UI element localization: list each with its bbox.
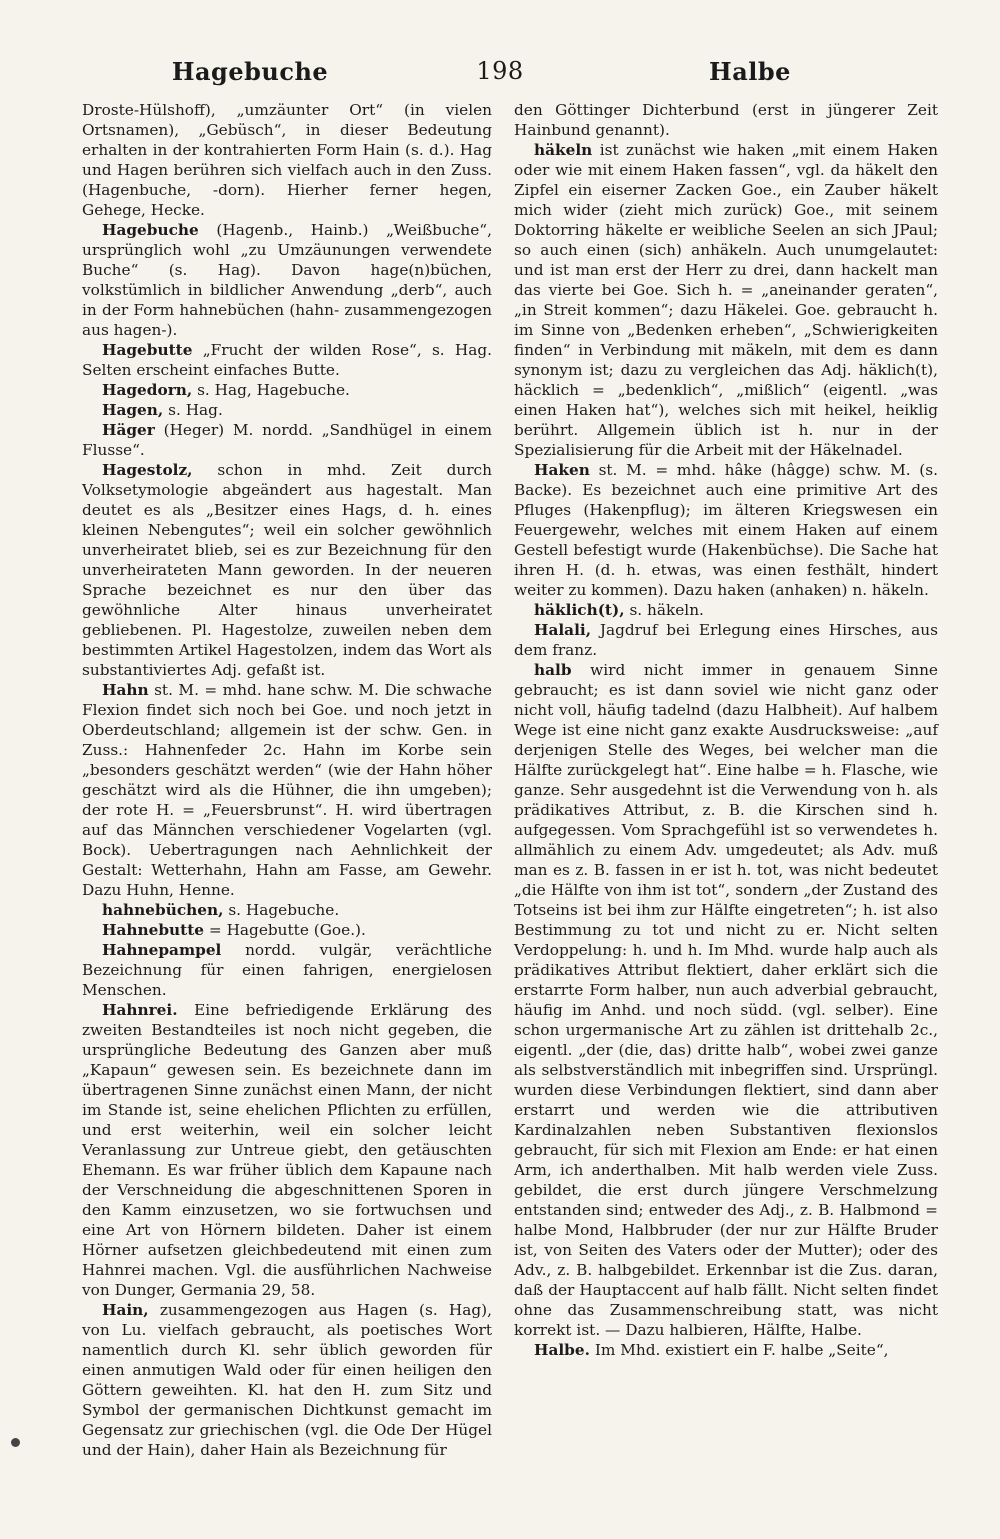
entry-text: Jagdruf bei Erlegung eines Hirsches, aus dem franz. (514, 621, 938, 659)
entry-text: = Hagebutte (Goe.). (208, 921, 366, 939)
entry-text: nordd. vulgär, verächtliche Bezeichnung für einen fahrigen, energielosen Menschen. (82, 941, 492, 999)
entry-text: schon in mhd. Zeit durch Volksetymologie abgeändert aus hagestalt. Man deutet es als „Besitzer eines Hags, d. h. eines kleinen Nebengutes“; weil ein solcher gewöhnlich unverheiratet blieb, sei es zur Bezeichnung für den unverheirateten Mann geworden. In der neueren Sprache bezeichnet es nur den über das gewöhnliche Alter hinaus unverheiratet gebliebenen. Pl. Hagestolze, zuweilen neben dem bestimmten Artikel Hagestolzen, indem das Wort als substantiviertes Adj. gefaßt ist. (82, 461, 492, 679)
entry-headword: hahnebüchen, (102, 901, 224, 919)
entry-text: (Heger) M. nordd. „Sandhügel in einem Flusse“. (82, 421, 492, 459)
dictionary-entry (82, 1300, 492, 1460)
header-left-headword: Hagebuche (171, 57, 329, 86)
entry-text: (Hagenb., Hainb.) „Weißbuche“, ursprünglich wohl „zu Umzäunungen verwendete Buche“ (s. Hag). Davon hage(n)büchen, volkstümlich in bildlicher Anwendung „derb“, auch in der Form hahnebüchen (hahn- zusammengezogen aus hagen-). (82, 221, 492, 339)
dictionary-entry (514, 620, 938, 660)
dictionary-entry (514, 600, 938, 620)
entry-text: „Frucht der wilden Rose“, s. Hag. Selten erscheint einfaches Butte. (82, 341, 492, 379)
dictionary-entry (82, 460, 492, 680)
margin-ink-dot (11, 1438, 20, 1447)
dictionary-entry (82, 380, 492, 400)
entry-headword: Halbe. (534, 1341, 590, 1359)
dictionary-entry (514, 140, 938, 460)
entry-text: st. M. = mhd. hâke (hâgge) schw. M. (s. Backe). Es bezeichnet auch eine primitive Art des Pfluges (Hakenpflug); im älteren Kriegswesen ein Feuergewehr, welches mit einem Haken auf einem Gestell befestigt wurde (Hakenbüchse). Die Sache hat ihren H. (d. h. etwas, was einen festhält, hindert weiter zu kommen). Dazu haken (anhaken) n. häkeln. (514, 461, 938, 599)
entry-text: den Göttinger Dichterbund (erst in jüngerer Zeit Hainbund genannt). (514, 101, 938, 139)
entry-headword: Hagestolz, (102, 461, 193, 479)
dictionary-entry (82, 420, 492, 460)
dictionary-entry (82, 220, 492, 340)
dictionary-entry (82, 100, 492, 220)
entry-headword: halb (534, 661, 572, 679)
entry-text: zusammengezogen aus Hagen (s. Hag), von Lu. vielfach gebraucht, als poetisches Wort namentlich durch Kl. sehr üblich geworden für einen anmutigen Wald oder für einen heiligen den Göttern geweihten. Kl. hat den H. zum Sitz und Symbol der germanischen Dichtkunst gemacht im Gegensatz zur griechischen (vgl. die Ode Der Hügel und der Hain), daher Hain als Bezeichnung für (82, 1301, 492, 1459)
right-column (514, 100, 938, 1360)
entry-headword: häkeln (534, 141, 593, 159)
dictionary-entry (82, 400, 492, 420)
entry-headword: Hahn (102, 681, 149, 699)
dictionary-entry (82, 900, 492, 920)
entry-headword: Haken (534, 461, 590, 479)
page-number: 198 (476, 57, 524, 85)
entry-text: Droste-Hülshoff), „umzäunter Ort“ (in vielen Ortsnamen), „Gebüsch“, in dieser Bedeutung erhalten in der kontrahierten Form Hain (s. d.). Hag und Hagen berühren sich vielfach auch in den Zuss. (Hagenbuche, -dorn). Hierher ferner hegen, Gehege, Hecke. (82, 101, 492, 219)
running-header (0, 57, 1000, 93)
dictionary-entry (82, 340, 492, 380)
dictionary-entry (514, 1340, 938, 1360)
entry-text: s. Hag, Hagebuche. (197, 381, 350, 399)
entry-text: s. häkeln. (629, 601, 704, 619)
entry-text: st. M. = mhd. hane schw. M. Die schwache Flexion findet sich noch bei Goe. und noch jetzt in Oberdeutschland; allgemein ist der schw. Gen. in Zuss.: Hahnenfeder 2c. Hahn im Korbe sein „besonders geschätzt werden“ (wie der Hahn höher geschätzt wird als die Hühner, die ihn umgeben); der rote H. = „Feuersbrunst“. H. wird übertragen auf das Männchen verschiedener Vogelarten (vgl. Bock). Uebertragungen nach Aehnlichkeit der Gestalt: Wetterhahn, Hahn am Fasse, am Gewehr. Dazu Huhn, Henne. (82, 681, 492, 899)
entry-headword: Hagebutte (102, 341, 193, 359)
dictionary-entry (82, 940, 492, 1000)
entry-headword: Halali, (534, 621, 592, 639)
entry-headword: Hagedorn, (102, 381, 193, 399)
entry-text: wird nicht immer in genauem Sinne gebraucht; es ist dann soviel wie nicht ganz oder nicht voll, häufig tadelnd (dazu Halbheit). Auf halbem Wege ist eine nicht ganz exakte Ausdrucksweise: „auf derjenigen Stelle des Weges, bei welcher man die Hälfte zurückgelegt hat“. Eine halbe = h. Flasche, wie ganze. Sehr ausgedehnt ist die Verwendung von h. als prädikatives Attribut, z. B. die Kirschen sind h. aufgegessen. Vom Sprachgefühl ist so verwendetes h. allmählich zu einem Adv. umgedeutet; als Adv. muß man es z. B. fassen in er ist h. tot, was nicht bedeutet „die Hälfte von ihm ist tot“, sondern „der Zustand des Totseins ist bei ihm zur Hälfte eingetreten“; h. ist also Bestimmung zu tot und nicht zu er. Nicht selten Verdoppelung: h. und h. Im Mhd. wurde halp auch als prädikatives Attribut flektiert, daher erklärt sich die erstarrte Form halber, nun auch adverbial gebraucht, häufig im Anhd. und noch südd. (vgl. selber). Eine schon urgermanische Art zu zählen ist drittehalb 2c., eigentl. „der (die, das) dritte halb“, wobei zwei ganze als selbstverständlich mit inbegriffen sind. Ursprüngl. wurden diese Verbindungen flektiert, sind dann aber erstarrt und werden wie die attributiven Kardinalzahlen neben Substantiven flexionslos gebraucht, für sich mit Flexion am Ende: er hat einen Arm, ich anderthalben. Mit halb werden viele Zuss. gebildet, die erst durch jüngere Verschmelzung entstanden sind; entweder des Adj., z. B. Halbmond = halbe Mond, Halbbruder (der nur zur Hälfte Bruder ist, von Seiten des Vaters oder der Mutter); oder des Adv., z. B. halbgebildet. Erkennbar ist die Zus. daran, daß der Hauptaccent auf halb fällt. Nicht selten findet ohne das Zusammenschreibung statt, was nicht korrekt ist. — Dazu halbieren, Hälfte, Halbe. (514, 661, 938, 1339)
dictionary-entry (82, 920, 492, 940)
dictionary-entry (514, 460, 938, 600)
dictionary-entry (82, 1000, 492, 1300)
entry-headword: Hagebuche (102, 221, 199, 239)
entry-headword: Häger (102, 421, 155, 439)
entry-text: s. Hag. (168, 401, 223, 419)
entry-headword: Hahnepampel (102, 941, 222, 959)
dictionary-entry (82, 680, 492, 900)
entry-headword: Hahnebutte (102, 921, 205, 939)
entry-text: ist zunächst wie haken „mit einem Haken oder wie mit einem Haken fassen“, vgl. da häkelt den Zipfel ein eiserner Zacken Goe., ein Zauber häkelt mich wider (zieht mich zurück) Goe., mit seinem Doktorring häkelte er weibliche Seelen an sich JPaul; so auch einen (sich) anhäkeln. Auch unumgelautet: und ist man erst der Herr zu drei, dann hackelt man das vierte bei Goe. Sich h. = „aneinander geraten“, „in Streit kommen“; dazu Häkelei. Goe. gebraucht h. im Sinne von „Bedenken erheben“, „Schwierigkeiten finden“ in Verbindung mit mäkeln, mit dem es dann synonym ist; dazu zu vergleichen das Adj. häklich(t), häcklich = „bedenklich“, „mißlich“ (eigentl. „was einen Haken hat“), welches sich mit heikel, heiklig berührt. Allgemein üblich ist h. nur in der Spezialisierung für die Arbeit mit der Häkelnadel. (514, 141, 938, 459)
left-column (82, 100, 492, 1460)
header-right-headword: Halbe (709, 57, 791, 86)
entry-headword: häklich(t), (534, 601, 625, 619)
entry-text: s. Hagebuche. (228, 901, 340, 919)
entry-headword: Hain, (102, 1301, 149, 1319)
dictionary-entry (514, 660, 938, 1340)
entry-text: Im Mhd. existiert ein F. halbe „Seite“, (594, 1341, 889, 1359)
entry-headword: Hahnrei. (102, 1001, 178, 1019)
dictionary-entry (514, 100, 938, 140)
entry-headword: Hagen, (102, 401, 164, 419)
entry-text: Eine befriedigende Erklärung des zweiten Bestandteiles ist noch nicht gegeben, die ursprüngliche Bedeutung des Ganzen aber muß „Kapaun“ gewesen sein. Es bezeichnete dann im übertragenen Sinne zunächst einen Mann, der nicht im Stande ist, seine ehelichen Pflichten zu erfüllen, und erst weiterhin, weil ein solcher leicht Veranlassung zur Untreue giebt, den getäuschten Ehemann. Es war früher üblich dem Kapaune nach der Verschneidung die abgeschnittenen Sporen in den Kamm einzusetzen, wo sie fortwuchsen und eine Art von Hörnern bildeten. Daher ist einem Hörner aufsetzen gleichbedeutend mit einen zum Hahnrei machen. Vgl. die ausführlichen Nachweise von Dunger, Germania 29, 58. (82, 1001, 492, 1299)
